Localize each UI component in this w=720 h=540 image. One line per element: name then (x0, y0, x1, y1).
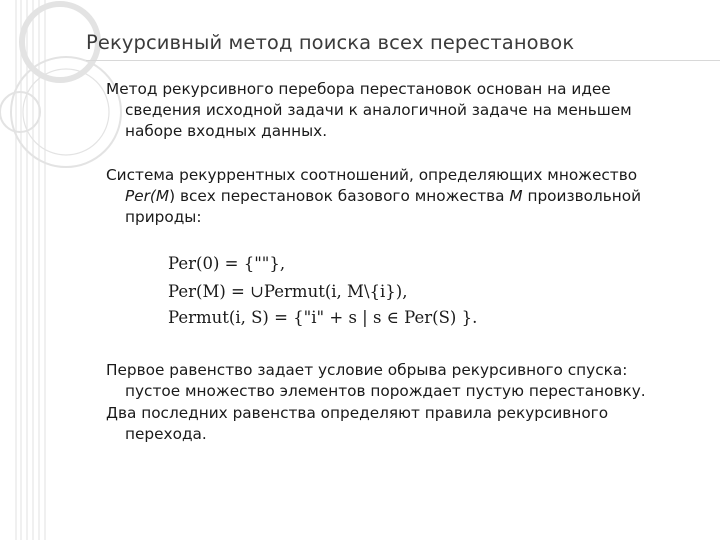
paragraph-method-description (106, 79, 676, 142)
paragraph-recursive-rules (106, 403, 676, 445)
per-func-label: Per( (125, 187, 156, 205)
set-m-symbol-2: M (509, 187, 523, 205)
paragraph-recurrence-system (106, 165, 676, 228)
paragraph3-line2: пустое множество элементов порождает пустую перестановку. (125, 382, 646, 400)
paragraph1-line2: сведения исходной задачи к аналогичной задаче на меньшем (125, 101, 632, 119)
decor-circle-small (0, 92, 40, 132)
paragraph2-line2-text: ) всех перестановок базового множества (169, 187, 505, 205)
paragraph2-line3: природы: (125, 208, 202, 226)
paragraph-base-case (106, 360, 676, 402)
slide-title: Рекурсивный метод поиска всех перестановок (86, 31, 575, 54)
paragraph4-line1: Два последних равенства определяют правила рекурсивного (106, 404, 609, 422)
formula-permut: Permut(i, S) = {"i" + s | s ∈ Per(S) }. (168, 308, 478, 327)
paragraph2-line2 (106, 186, 676, 207)
formula-per-m: Per(M) = ∪Permut(i, M\{i}), (168, 282, 408, 301)
title-underline (86, 60, 720, 61)
decor-circle-inner (23, 69, 109, 155)
paragraph1-line1: Метод рекурсивного перебора перестановок основан на идее (106, 80, 611, 98)
set-m-symbol: M (155, 187, 170, 205)
paragraph2-line1: Система рекуррентных соотношений, определяющих множество (106, 166, 638, 184)
paragraph2-line2-end: произвольной (527, 187, 642, 205)
paragraph3-line1: Первое равенство задает условие обрыва рекурсивного спуска: (106, 361, 628, 379)
paragraph1-line3: наборе входных данных. (125, 122, 328, 140)
decor-circle-outer (11, 57, 121, 167)
paragraph4-line2: перехода. (125, 425, 207, 443)
formula-per-zero: Per(0) = {""}, (168, 254, 286, 273)
